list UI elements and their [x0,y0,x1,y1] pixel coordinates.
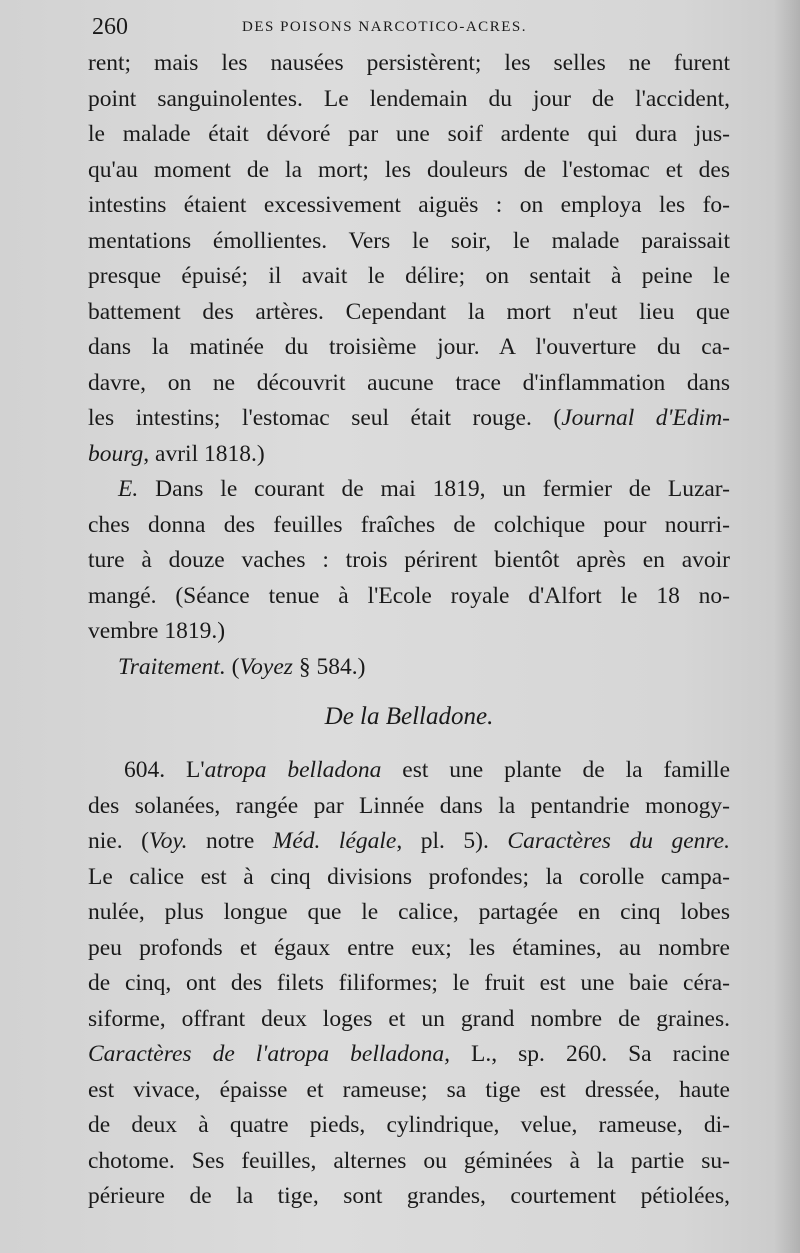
subsection-label: Caractères du genre. [507,828,730,854]
text-line [88,650,730,686]
text-line: de cinq, ont des filets filiformes; le fruit est une baie céra- [88,970,730,996]
text-line: dans la matinée du troisième jour. A l'ouverture du ca- [88,334,730,360]
citation-title: Journal d'Edim- [561,405,730,431]
text-line: intestins étaient excessivement aiguës : on employa les fo- [88,192,730,218]
text-line: de deux à quatre pieds, cylindrique, velue, rameuse, di- [88,1112,730,1138]
text-run: notre [187,828,273,854]
text-line: mangé. (Séance tenue à l'Ecole royale d'Alfort le 18 no- [88,582,730,609]
text-line [88,1037,730,1073]
text-line: chotome. Ses feuilles, alternes ou géminées à la partie su- [88,1147,730,1174]
section-heading: De la Belladone. [324,703,494,730]
text-line: ture à douze vaches : trois périrent bientôt après en avoir [88,547,730,573]
text-line: des solanées, rangée par Linnée dans la pentandrie monogy- [88,792,730,819]
cross-reference: Voyez [239,653,293,680]
text-line: mentations émollientes. Vers le soir, le malade paraissait [88,227,730,254]
text-line: Le calice est à cinq divisions profondes; la corolle campa- [88,863,730,890]
cross-reference: Voy. [148,828,188,854]
text-run: nie. ( [88,828,149,854]
page-number: 260 [92,14,128,40]
text-line: battement des artères. Cependant la mort n'eut lieu que [88,298,730,325]
text-line: siforme, offrant deux loges et un grand nombre de graines. [88,1005,730,1032]
text-line: périeure de la tige, sont grandes, courtement pétiolées, [88,1183,730,1209]
text-line: davre, on ne découvrit aucune trace d'inflammation dans [88,369,730,396]
text-run: les intestins; l'estomac seul était rouge. ( [88,405,562,431]
text-line [88,753,730,789]
text-run: , pl. 5). [396,828,508,854]
text-line [88,824,730,860]
page-header [92,14,732,42]
text-line: est vivace, épaisse et rameuse; sa tige est dressée, haute [88,1076,730,1103]
text-line [88,401,730,437]
text-line: qu'au moment de la mort; les douleurs de l'estomac et des [88,156,730,183]
text-line: vembre 1819.) [88,618,226,644]
text-line: presque épuisé; il avait le délire; on sentait à peine le [88,263,730,289]
running-title: DES POISONS NARCOTICO-ACRES. [242,19,527,35]
book-title: Méd. légale [272,828,397,854]
text-run: § 584.) [292,653,366,680]
text-line [88,437,730,473]
text-line: le malade était dévoré par une soif ardente qui dura jus- [88,121,730,147]
text-run: , avril 1818.) [143,440,265,467]
text-run: est une plante de la famille [381,757,730,783]
plant-name: atropa belladona [204,757,382,783]
text-run: 604. L' [124,757,205,783]
body-text [88,46,730,1215]
text-line: point sanguinolentes. Le lendemain du jour de l'accident, [88,85,730,112]
text-run: ( [225,653,240,680]
section-letter: E. [118,476,139,502]
text-line [88,472,730,508]
text-line: nulée, plus longue que le calice, partagée en cinq lobes [88,899,730,925]
text-run: L., sp. 260. Sa racine [450,1041,730,1067]
subsection-label: Caractères de l'atropa belladona, [88,1041,451,1067]
text-run: Dans le courant de mai 1819, un fermier de Luzar- [138,476,730,502]
text-line: ches donna des feuilles fraîches de colchique pour nourri- [88,511,730,538]
text-line: rent; mais les nausées persistèrent; les selles ne furent [88,50,730,76]
citation-title: bourg [88,440,144,467]
treatment-label: Traitement. [118,653,226,680]
text-line: peu profonds et égaux entre eux; les étamines, au nombre [88,934,730,961]
